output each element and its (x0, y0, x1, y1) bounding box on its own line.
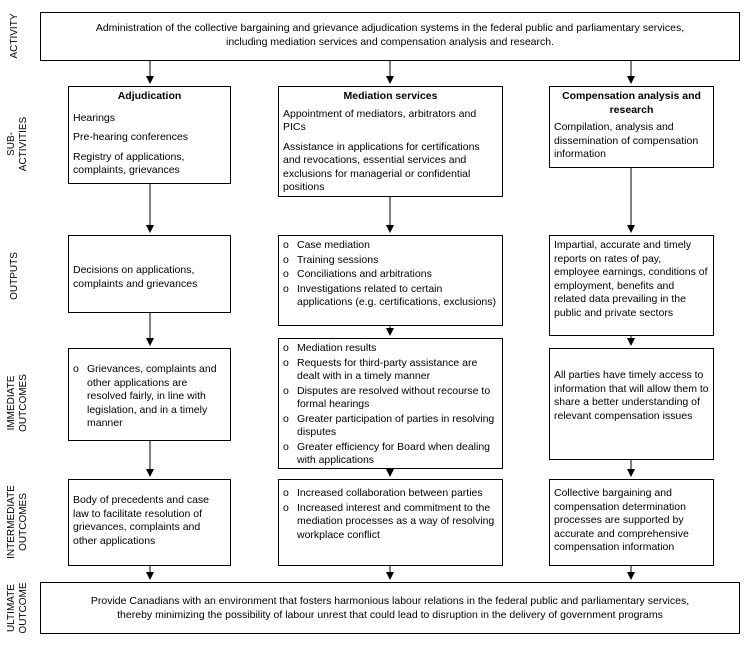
bullet-icon: o (283, 342, 289, 354)
compensation-title: Compensation analysis and research (562, 90, 701, 116)
immediate-mediation-item: o Greater efficiency for Board when dealing with applications (283, 440, 490, 466)
activity-line-1: Administration of the collective bargaining and grievance adjudication systems in the federal public and parliamentary services, (95, 22, 685, 34)
immediate-mediation-item: o Greater participation of parties in resolving disputes (283, 412, 495, 438)
bullet-icon: o (283, 282, 289, 295)
output-adjudication-text: Decisions on applications, complaints and grievances (73, 264, 198, 290)
mediation-title: Mediation services (343, 90, 438, 102)
adjudication-item: Registry of applications, complaints, grievances (73, 150, 185, 176)
immediate-mediation-item: o Disputes are resolved without recourse to formal hearings (283, 384, 491, 410)
row-label-intermediate-outcomes: INTERMEDIATE OUTCOMES (6, 485, 29, 559)
compensation-item: Compilation, analysis and dissemination of compensation information (554, 121, 699, 160)
row-label-activity: ACTIVITY (9, 13, 20, 59)
immediate-compensation-text: All parties have timely access to information that will allow them to share a better understanding of relevant compensation issues (554, 369, 709, 422)
immediate-adjudication-item: o Grievances, complaints and other applications are resolved fairly, in line with legislation, and in a timely manner (73, 363, 217, 429)
bullet-icon: o (283, 440, 289, 453)
intermediate-mediation-item: o Increased interest and commitment to the mediation processes as a way of resolving workplace conflict (283, 501, 495, 541)
output-mediation (278, 235, 503, 326)
sub-activity-adjudication (68, 86, 231, 184)
output-adjudication (68, 235, 231, 313)
immediate-mediation-item: o Mediation results (283, 342, 377, 354)
bullet-icon: o (283, 253, 289, 266)
bullet-icon: o (283, 412, 289, 425)
row-label-immediate-outcomes: IMMEDIATE OUTCOMES (6, 374, 29, 432)
intermediate-mediation (278, 479, 503, 566)
intermediate-compensation-text: Collective bargaining and compensation determination processes are supported by accurate and comprehensive compensation information (554, 487, 689, 553)
immediate-mediation-item: o Requests for third-party assistance are dealt with in a timely manner (283, 356, 478, 382)
output-mediation-item: o Conciliations and arbitrations (283, 268, 432, 280)
ultimate-line-2: thereby minimizing the possibility of labour unrest that could lead to disruption in the delivery of government programs (117, 608, 663, 621)
intermediate-adjudication (68, 479, 231, 566)
immediate-mediation (278, 338, 503, 469)
sub-activity-compensation (549, 86, 714, 168)
immediate-compensation (549, 348, 714, 460)
bullet-icon: o (283, 487, 289, 499)
intermediate-compensation (549, 479, 714, 566)
bullet-icon: o (283, 239, 289, 251)
output-mediation-item: o Investigations related to certain applications (e.g. certifications, exclusions) (283, 282, 497, 308)
adjudication-item: Hearings (73, 111, 116, 124)
output-mediation-item: o Training sessions (283, 253, 379, 266)
output-compensation-text: Impartial, accurate and timely reports on rates of pay, employee earnings, conditions of employment, benefits and related data prevailing in the public and private sectors (554, 239, 708, 319)
bullet-icon: o (283, 384, 289, 397)
bullet-icon: o (283, 268, 289, 280)
bullet-icon: o (73, 363, 79, 375)
mediation-item: Appointment of mediators, arbitrators and PICs (283, 107, 477, 133)
mediation-item: Assistance in applications for certifications and revocations, essential services and exclusions for managerial or confidential positions (283, 140, 480, 193)
intermediate-mediation-item: o Increased collaboration between parties (283, 487, 483, 499)
output-mediation-item: o Case mediation (283, 239, 370, 251)
row-label-ultimate-outcome: ULTIMATE OUTCOME (6, 582, 29, 634)
activity-box (40, 12, 740, 61)
adjudication-item: Pre-hearing conferences (73, 131, 188, 143)
output-compensation (549, 235, 714, 336)
bullet-icon: o (283, 356, 289, 369)
sub-activity-mediation (278, 86, 503, 197)
activity-line-2: including mediation services and compensation analysis and research. (225, 35, 555, 48)
row-label-sub-activities: SUB- ACTIVITIES (6, 116, 29, 172)
row-label-outputs: OUTPUTS (9, 252, 20, 300)
immediate-adjudication (68, 348, 231, 441)
intermediate-adjudication-text: Body of precedents and case law to facilitate resolution of grievances, complaints and other applications (73, 494, 210, 547)
ultimate-line-1: Provide Canadians with an environment that fosters harmonious labour relations in the federal public and parliamentary services, (90, 595, 690, 607)
ultimate-outcome-box (40, 582, 740, 634)
adjudication-title: Adjudication (117, 90, 182, 102)
bullet-icon: o (283, 501, 289, 514)
